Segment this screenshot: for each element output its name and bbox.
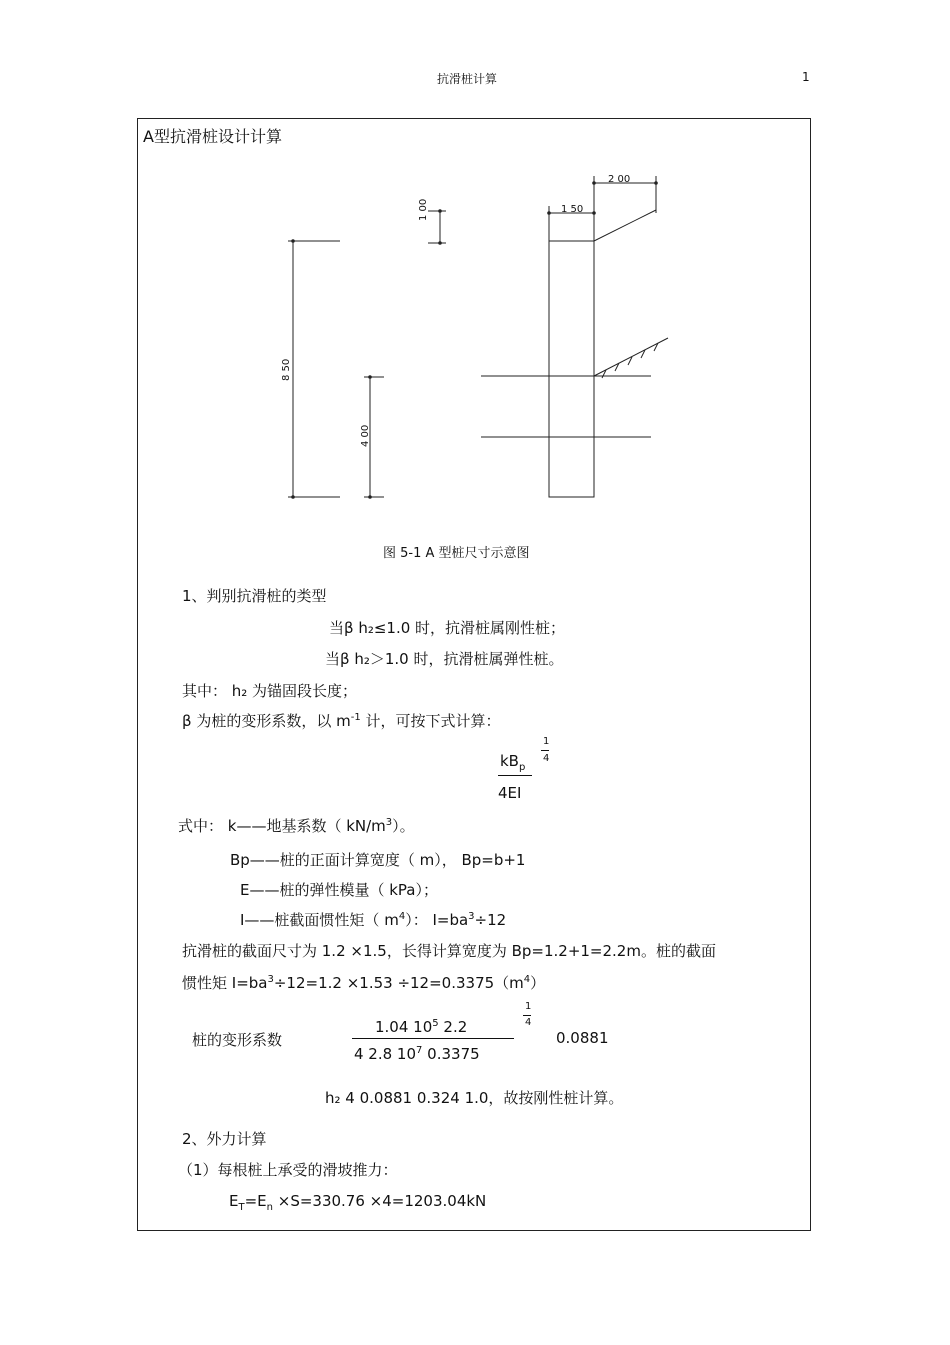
beta-calc-numerator: 1.04 $10^5$ 2.2 [375, 1018, 468, 1036]
page-number: 1 [802, 70, 810, 84]
beta-formula-denominator: 4EI [498, 784, 522, 802]
section-title: A型抗滑桩设计计算 [143, 127, 282, 146]
beta-exponent-bar [541, 750, 549, 751]
dim-label-150: 1 50 [561, 204, 584, 215]
beta-result: 0.0881 [556, 1029, 609, 1047]
figure-caption: 图 5-1 A 型桩尺寸示意图 [383, 546, 530, 561]
thrust-formula: $E_T=E_n \times S=330.76 \times 4=1203.04kN$ [229, 1192, 487, 1213]
beta-exponent-denominator: 4 [543, 753, 550, 764]
where-beta: β 为桩的变形系数，以 $m^{-1}$ 计，可按下式计算： [182, 712, 501, 730]
section-size-line: 抗滑桩的截面尺寸为 1.2 ×1.5，长得计算宽度为 Bp=1.2+1=2.2m。桩的截面 [182, 942, 716, 960]
beta-calc-denominator: 4 2.8 $10^7$ 0.3375 [354, 1045, 480, 1063]
upper-slope-line [594, 210, 656, 241]
beta-formula-numerator: $kB_p$ [500, 752, 526, 773]
definition-i: I——桩截面惯性矩（ $m^4$）： $I=ba^3\div 12$ [240, 911, 507, 929]
beta-label: 桩的变形系数 [192, 1031, 283, 1049]
beta-calc-exponent-numerator: 1 [525, 1001, 532, 1012]
pile-dimension-figure [0, 0, 950, 560]
condition-elastic: 当β h₂＞1.0 时，抗滑桩属弹性桩。 [325, 650, 564, 668]
page-header-title: 抗滑桩计算 [437, 72, 498, 86]
rigidity-check: h₂ 4 0.0881 0.324 1.0，故按刚性桩计算。 [325, 1089, 624, 1107]
dim-label-200: 2 00 [608, 174, 631, 185]
definition-bp: Bp——桩的正面计算宽度（ m）， Bp=b+1 [230, 851, 526, 869]
beta-exponent-numerator: 1 [543, 736, 550, 747]
definition-e: E——桩的弹性模量（ kPa）； [240, 881, 438, 899]
dim-label-850: 8 50 [281, 358, 292, 381]
beta-calc-exponent-bar [523, 1015, 531, 1016]
step2-heading: 2、外力计算 [182, 1130, 267, 1148]
condition-rigid: 当β h₂≤1.0 时，抗滑桩属刚性桩； [329, 619, 566, 637]
pile-rectangle [549, 241, 594, 497]
step2-sub1: （1）每根桩上承受的滑坡推力： [178, 1161, 398, 1179]
dim-label-400: 4 00 [360, 424, 371, 447]
beta-calc-exponent-denominator: 4 [525, 1017, 532, 1028]
where-h2: 其中： h₂ 为锚固段长度； [182, 682, 358, 700]
step1-heading: 1、判别抗滑桩的类型 [182, 587, 327, 605]
inertia-line: 惯性矩 $I=ba^3\div 12=1.2 \times 1.53 \div 12=0.3375(m^4)$ [182, 974, 546, 992]
beta-formula-fraction-bar [498, 775, 532, 776]
dim-label-100: 1 00 [418, 198, 429, 221]
beta-calc-fraction-bar [352, 1038, 514, 1039]
ground-surface-line [594, 338, 668, 376]
definition-k: 式中： k——地基系数（ $kN/m^3$）。 [178, 817, 415, 835]
